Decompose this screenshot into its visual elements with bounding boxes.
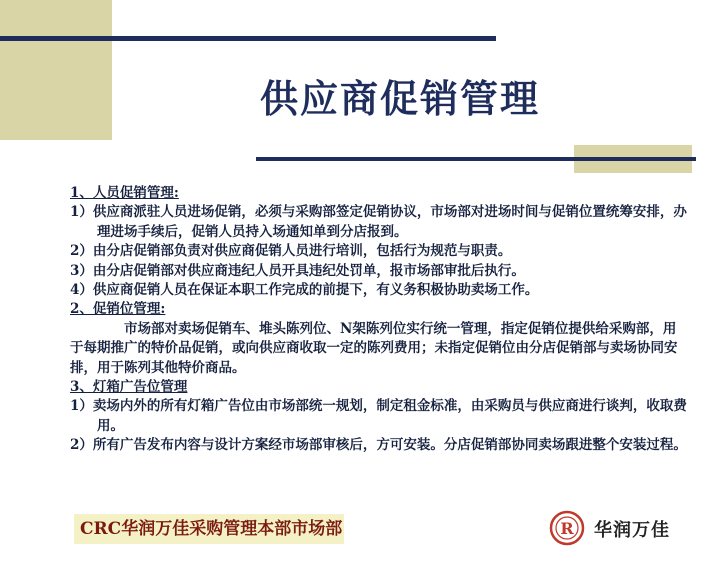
- title-underline-rule: [256, 157, 696, 161]
- section-heading: 1、人员促销管理:: [70, 185, 179, 201]
- page-title: 供应商促销管理: [259, 76, 540, 121]
- list-item: 2）由分店促销部负责对供应商促销人员进行培训，包括行为规范与职责。: [70, 243, 512, 260]
- list-item: 1）卖场内外的所有灯箱广告位由市场部统一规划，制定租金标准，由采购员与供应商进行谈判，收取费用。: [70, 398, 687, 434]
- crc-logo-icon: [549, 510, 585, 546]
- slide-content: [70, 184, 688, 456]
- list-item: 2）所有广告发布内容与设计方案经市场部审核后，方可安装。分店促销部协同卖场跟进整个安装过程。: [70, 437, 687, 454]
- list-item: 1）供应商派驻人员进场促销，必须与采购部签定促销协议，市场部对进场时间与促销位置统筹安排，办理进场手续后，促销人员持入场通知单到分店报到。: [70, 204, 687, 240]
- brand-name: 华润万佳: [594, 520, 670, 541]
- list-item: 4）供应商促销人员在保证本职工作完成的前提下，有义务积极协助卖场工作。: [70, 282, 539, 299]
- section-heading: 3、灯箱广告位管理: [70, 379, 188, 396]
- svg-text:R: R: [560, 519, 574, 538]
- top-rule: [0, 36, 496, 41]
- list-item: 3）由分店促销部对供应商违纪人员开具违纪处罚单，报市场部审批后执行。: [70, 262, 525, 279]
- section-heading: 2、促销位管理:: [70, 301, 166, 318]
- footer-department-label: CRC华润万佳采购管理本部市场部: [74, 514, 344, 544]
- section-body: 市场部对卖场促销车、堆头陈列位、N架陈列位实行统一管理，指定促销位提供给采购部，用于每期推广的特价品促销，或向供应商收取一定的陈列费用；未指定促销位由分店促销部与卖场协同安排，用于陈列其他特价商品。: [70, 320, 678, 376]
